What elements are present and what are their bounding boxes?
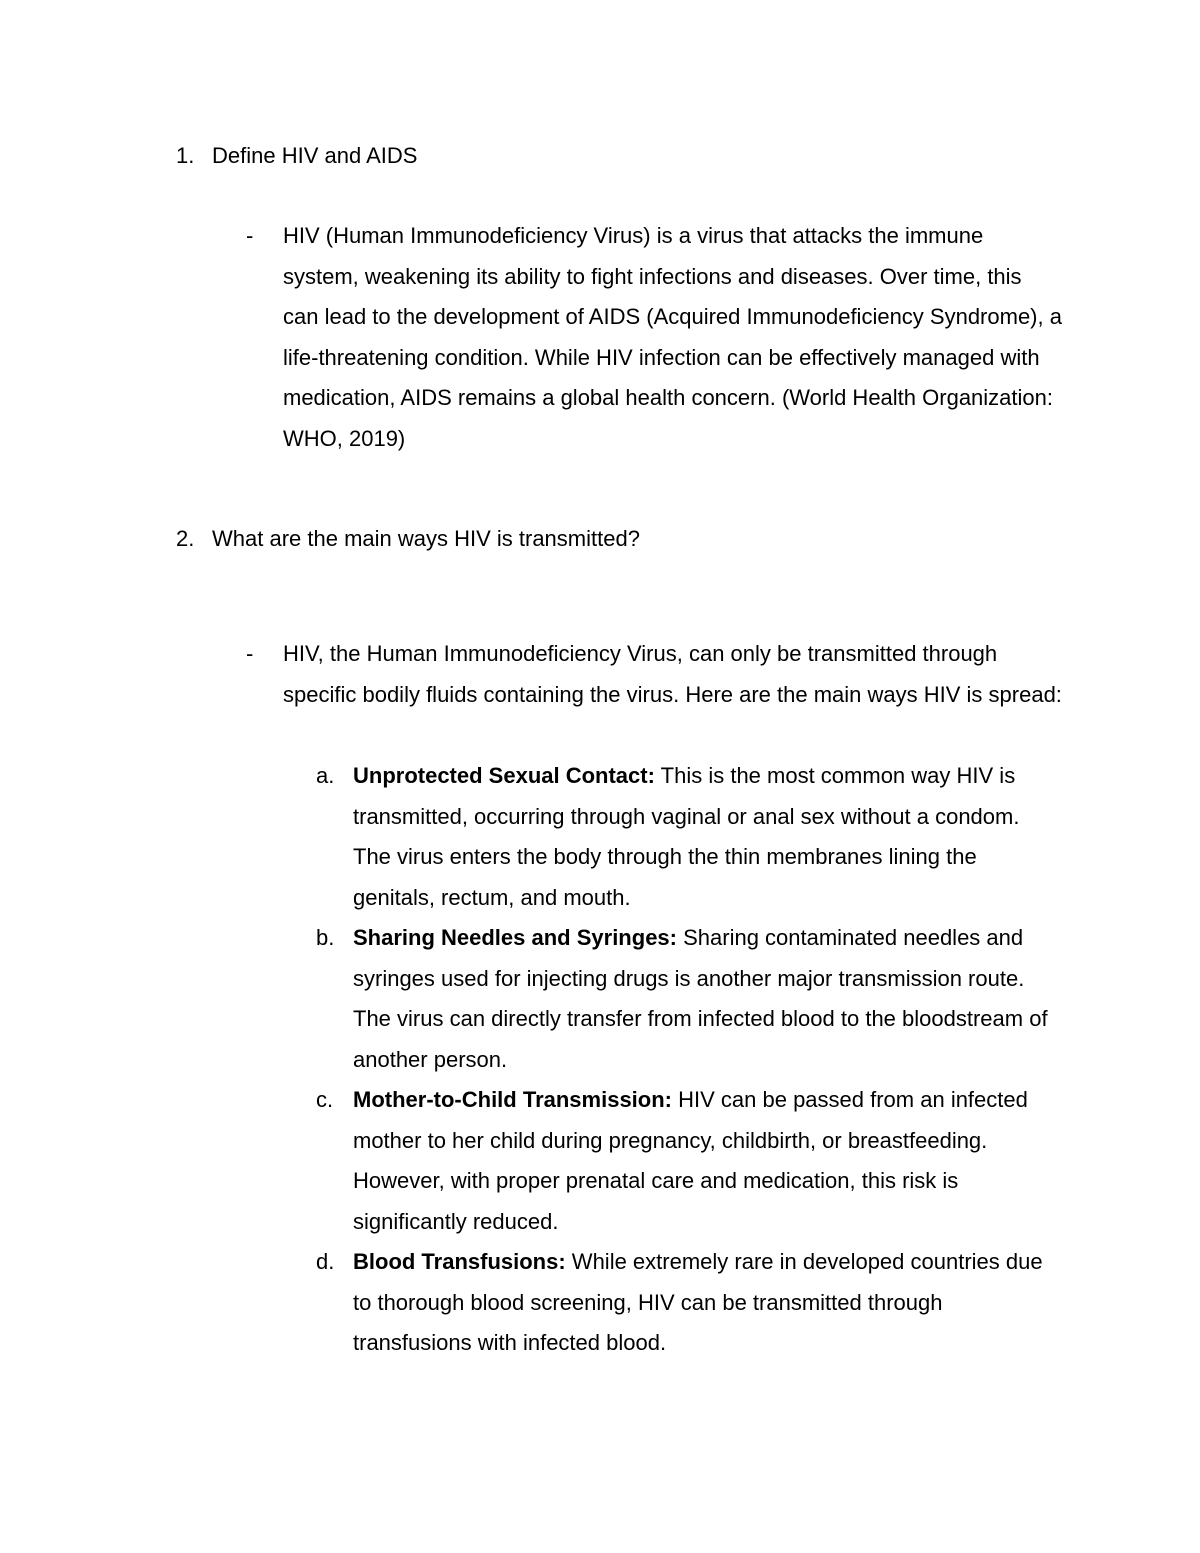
question-number: 2.: [176, 526, 195, 551]
list-letter: a.: [316, 763, 335, 788]
item-title: Mother-to-Child Transmission:: [353, 1087, 672, 1112]
question-text: What are the main ways HIV is transmitted?: [212, 526, 640, 551]
item-text: While extremely rare in developed countries due to thorough blood screening, HIV can be transmitted through transfusions with infected blood.: [353, 1249, 1043, 1355]
item-title: Unprotected Sexual Contact:: [353, 763, 655, 788]
transmission-list: [316, 756, 1076, 1364]
list-item: [316, 918, 1053, 1080]
answer-1: [246, 216, 1066, 459]
list-item: [316, 756, 1053, 918]
item-text: Sharing contaminated needles and syringes used for injecting drugs is another major transmission route. The virus can directly transfer from infected blood to the bloodstream of another person.: [353, 925, 1048, 1072]
list-letter: b.: [316, 925, 335, 950]
dash-bullet: -: [246, 223, 254, 248]
list-letter: c.: [316, 1087, 334, 1112]
answer-text: HIV (Human Immunodeficiency Virus) is a virus that attacks the immune system, weakening its ability to fight infections and diseases. Over time, this can lead to the development of AIDS (Acquired Immunodeficiency Syndrome), a life-threatening condition. While HIV infection can be effectively managed with medication, AIDS remains a global health concern. (World Health Organization: WHO, 2019): [283, 223, 1062, 451]
question-number: 1.: [176, 143, 195, 168]
answer-2: [246, 634, 1066, 715]
question-1: [176, 136, 1076, 177]
item-text: HIV can be passed from an infected mother to her child during pregnancy, childbirth, or breastfeeding. However, with proper prenatal care and medication, this risk is significantly reduced.: [353, 1087, 1028, 1234]
item-text: This is the most common way HIV is transmitted, occurring through vaginal or anal sex without a condom. The virus enters the body through the thin membranes lining the genitals, rectum, and mouth.: [353, 763, 1020, 910]
question-2: [176, 519, 1076, 560]
list-item: [316, 1080, 1053, 1242]
dash-bullet: -: [246, 641, 254, 666]
question-text: Define HIV and AIDS: [212, 143, 418, 168]
item-title: Blood Transfusions:: [353, 1249, 566, 1274]
item-title: Sharing Needles and Syringes:: [353, 925, 677, 950]
list-letter: d.: [316, 1249, 335, 1274]
list-item: [316, 1242, 1053, 1364]
answer-text: HIV, the Human Immunodeficiency Virus, can only be transmitted through specific bodily fluids containing the virus. Here are the main ways HIV is spread:: [283, 641, 1062, 707]
